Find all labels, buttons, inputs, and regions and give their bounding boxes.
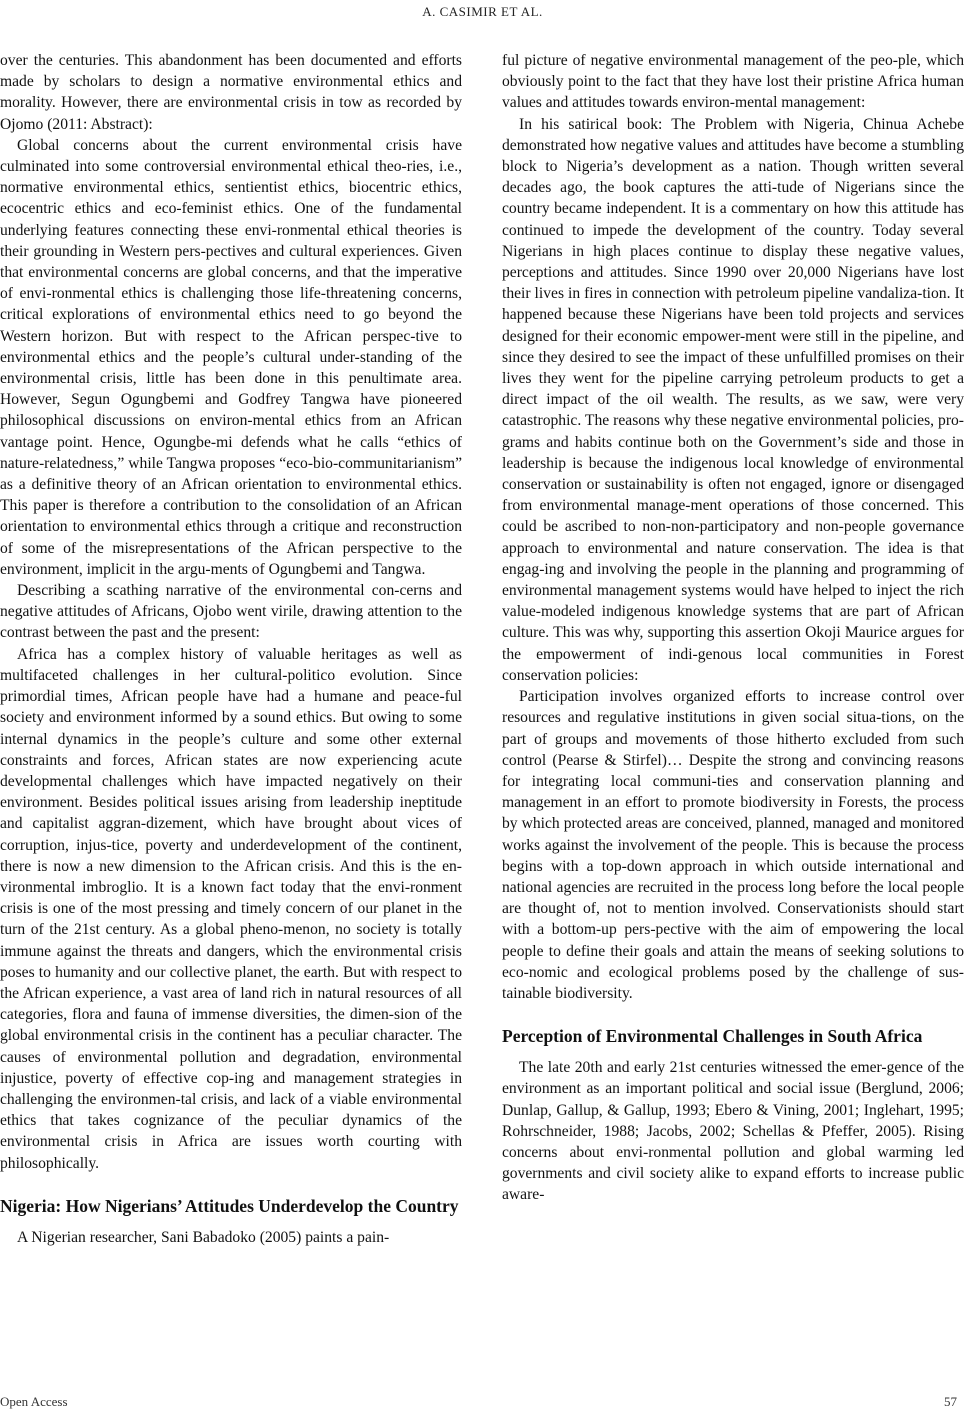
block-quote: Global concerns about the current environmental crisis have culminated into some controversial environmental ethical theo-ries, i.e., normative environmental ethics, sentientist ethics, biocentric ethics, ecocentric ethics and eco-feminist ethics. One of the fundamental underlying features connecting these envi-ronmental ethical theories is their grounding in Western pers-pectives and cultural experiences. Given that environmental concerns are global concerns, and that the imperative of envi-ronmental ethics is challenging those life-threatening concerns, critical explorations of environmental ethics need to go beyond the Western horizon. But with respect to the African perspec-tive to environmental ethics and the people’s cultural under-standing of the environmental crisis, little has been done in this penultimate area. However, Segun Ogungbemi and Godfrey Tangwa have pioneered philosophical discussions on environ-mental ethics from an African vantage point. Hence, Ogungbe-mi defends what he calls “ethics of nature-relatedness,” while Tangwa proposes “eco-bio-communitarianism” as a definitive theory of an African orientation to environmental ethics. This paper is therefore a contribution to the consolidation of an African orientation to environmental ethics through a critique and reconstruction of some of the misrepresentations of the African perspective to the environment, implicit in the argu-ments of Ogungbemi and Tangwa. [0,136,462,578]
body-paragraph: A Nigerian researcher, Sani Babadoko (2005) paints a pain- [17,1228,390,1246]
block-quote: Participation involves organized efforts to increase control over resources and regulative institutions in given social situa-tions, on the part of groups and movements of those hitherto excluded from such control (Pearse & Stirfel)… Despite the strong and convincing reasons for integrating local communi-ties and conservation planning and management in an effort to promote biodiversity in Forests, the process by which protected areas are conceived, planned, managed and monitored works against the involvement of the people. This is because the process begins with a top-down approach in which outside international and national agencies are recruited in the process long before the local people are thought of, not to mention involved. Conservationists should start with a bottom-up pers-pective with the aim of empowering the local people to define their goals and attain the means of seeking solutions to eco-nomic and ecological problems posed by the challenge of sus-tainable biodiversity. [502,688,964,1002]
footer-open-access: Open Access [0,1394,68,1409]
body-paragraph: over the centuries. This abandonment has been documented and efforts made by scholars to design a normative environmental ethics and morality. However, there are environmental crisis in tow as recorded by Ojomo (2011: Abstract): [0,52,462,133]
section-heading: Perception of Environmental Challenges in South Africa [502,1026,923,1047]
body-paragraph: The late 20th and early 21st centuries witnessed the emer-gence of the environment as an important political and social issue (Berglund, 2006; Dunlap, Gallup, & Gallup, 1993; Ebero & Vining, 2001; Inglehart, 1995; Rohrschneider, 1988; Jacobs, 2002; Schellas & Pfeffer, 2005). Rising concerns about envi-ronmental pollution and global warming led governments and civil society alike to expand efforts to increase public aware- [502,1059,964,1204]
section-heading: Nigeria: How Nigerians’ Attitudes Underdevelop the Country [0,1195,459,1216]
right-column [502,50,964,1206]
left-column [0,50,462,1248]
running-head: A. CASIMIR ET AL. [422,4,543,19]
block-quote: In his satirical book: The Problem with Nigeria, Chinua Achebe demonstrated how negative values and attitudes have become a stumbling block to Nigeria’s development as a nation. Though written several decades ago, the book captures the atti-tude of Nigerians since the country became independent. It is a commentary on how this attitude has continued to impede the development of the country. Today several Nigerians in high places continue to display these negative values, perceptions and attitudes. Since 1990 over 20,000 Nigerians have lost their lives in fires in connection with petroleum pipeline vandaliza-tion. It happened because these Nigerians have been told projects and services designed for their economic empower-ment were still in the pipeline, and since they desired to see the impact of these unfulfilled promises on their lives they went for the pipeline carrying petroleum products to get a direct impact of the oil wealth. The results, as we saw, were very catastrophic. The reasons why these negative environmental policies, pro-grams and habits continue both on the Government’s side and those in leadership is because the indigenous local knowledge of environmental conservation or sustainability is often not engaged, ignore or disengaged from environmental manage-ment operations of those concerned. This could be ascribed to non-non-participatory and non-people governance approach to environmental and nature conservation. The idea is that engag-ing and involving the people in the planning and programming of environmental management systems would have helped to inject the rich value-modeled indigenous knowledge systems that are part of African culture. This was why, supporting this assertion Okoji Maurice argues for the empowerment of indi-genous local communities in Forest conservation policies: [502,115,964,684]
body-paragraph: Describing a scathing narrative of the environmental con-cerns and negative attitudes of Africans, Ojobo went virile, drawing attention to the contrast between the past and the present: [0,582,462,642]
page-number: 57 [944,1394,957,1409]
block-quote: Africa has a complex history of valuable heritages as well as multifaceted challenges in her cultural-politico evolution. Since primordial times, African people have had a humane and peace-ful society and environment informed by a sound ethics. But owing to some internal dynamics in the people’s culture and some other external constraints and forces, African states are now experiencing acute developmental challenges which have impacted negatively on their environment. Besides political issues arising from leadership ineptitude and capitalist aggran-dizement, which have brought about vices of corruption, injus-tice, poverty and underdevelopment of the continent, there is now a new dimension to the African crisis. And this is the en-vironmental imbroglio. It is a known fact today that the envi-ronment crisis is one of the most pressing and timely concern of our planet in the turn of the 21st century. As a global pheno-menon, no society is totally immune against the threats and dangers, which the environmental crisis poses to humanity and our collective planet, the earth. But with respect to the African experience, a vast area of land rich in natural resources of all categories, flora and fauna of immense diversities, the dimen-sion of the global environmental crisis in the continent has a peculiar character. The causes of environmental pollution and degradation, environmental injustice, poverty of effective cop-ing and management strategies in challenging the environmen-tal crisis, and lack of a viable environmental ethics that takes cognizance of the peculiar dynamics of the environmental crisis in Africa are issues worth courting with philosophically. [0,645,462,1172]
body-paragraph: ful picture of negative environmental management of the peo-ple, which obviously point to the fact that they have lost their pristine Africa human values and attitudes towards environ-mental management: [502,52,964,112]
